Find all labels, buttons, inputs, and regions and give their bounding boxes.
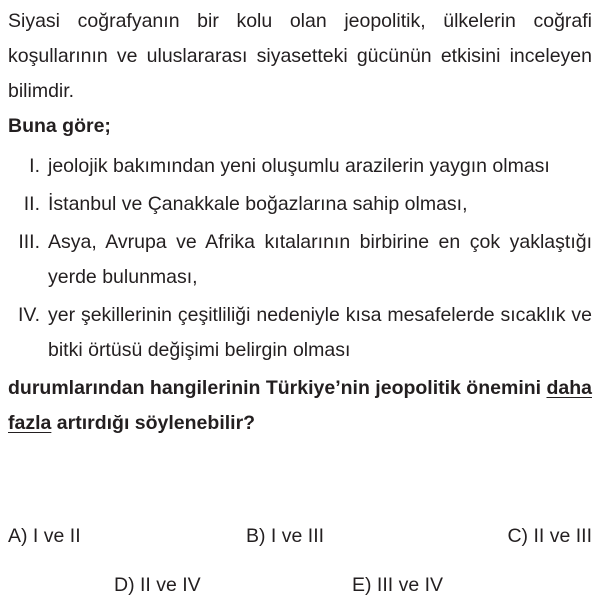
choice-text: III ve IV — [376, 574, 444, 596]
choice-c[interactable] — [507, 522, 592, 550]
statement-list — [8, 149, 592, 368]
choice-text: II ve IV — [140, 574, 201, 596]
question-stem-start: durumlarından hangilerinin Türkiye’nin jeopolitik önemini — [8, 377, 547, 399]
question-block — [8, 4, 592, 441]
choice-text: I ve II — [32, 525, 81, 547]
question-stem-end: artırdığı söylenebilir? — [51, 412, 256, 434]
choice-a[interactable] — [8, 522, 81, 550]
choice-letter: D) — [114, 574, 135, 596]
statement-item — [8, 298, 592, 368]
choice-text: II ve III — [533, 525, 592, 547]
choice-e[interactable] — [352, 571, 443, 599]
statement-text: Asya, Avrupa ve Afrika kıtalarının birbirine en çok yaklaştığı yerde bulunması, — [48, 231, 592, 288]
choice-letter: A) — [8, 525, 28, 547]
choice-b[interactable] — [246, 522, 324, 550]
question-lead: Buna göre; — [8, 115, 111, 137]
choice-d[interactable] — [114, 571, 201, 599]
statement-numeral: II. — [23, 193, 40, 215]
choice-letter: C) — [507, 525, 529, 547]
statement-item — [8, 225, 592, 295]
statement-item — [8, 187, 592, 222]
statement-text: yer şekillerinin çeşitliliği nedeniyle kısa mesafelerde sıcaklık ve bitki örtüsü değişimi belirgin olması — [48, 304, 592, 361]
statement-item — [8, 149, 592, 184]
question-stem — [8, 371, 592, 441]
question-intro: Siyasi coğrafyanın bir kolu olan jeopolitik, ülkelerin coğrafi koşullarının ve uluslararası siyasetteki gücünün etkisini inceleyen bilimdir. — [8, 10, 592, 102]
statement-text: jeolojik bakımından yeni oluşumlu arazilerin yaygın olması — [48, 155, 550, 177]
choice-letter: B) — [246, 525, 266, 547]
statement-text: İstanbul ve Çanakkale boğazlarına sahip olması, — [48, 193, 468, 215]
question-stem-emphasis: daha fazla — [8, 377, 592, 434]
statement-numeral: IV. — [17, 304, 40, 326]
choice-letter: E) — [352, 574, 372, 596]
statement-numeral: I. — [29, 155, 40, 177]
statement-numeral: III. — [18, 231, 40, 253]
choice-text: I ve III — [270, 525, 325, 547]
